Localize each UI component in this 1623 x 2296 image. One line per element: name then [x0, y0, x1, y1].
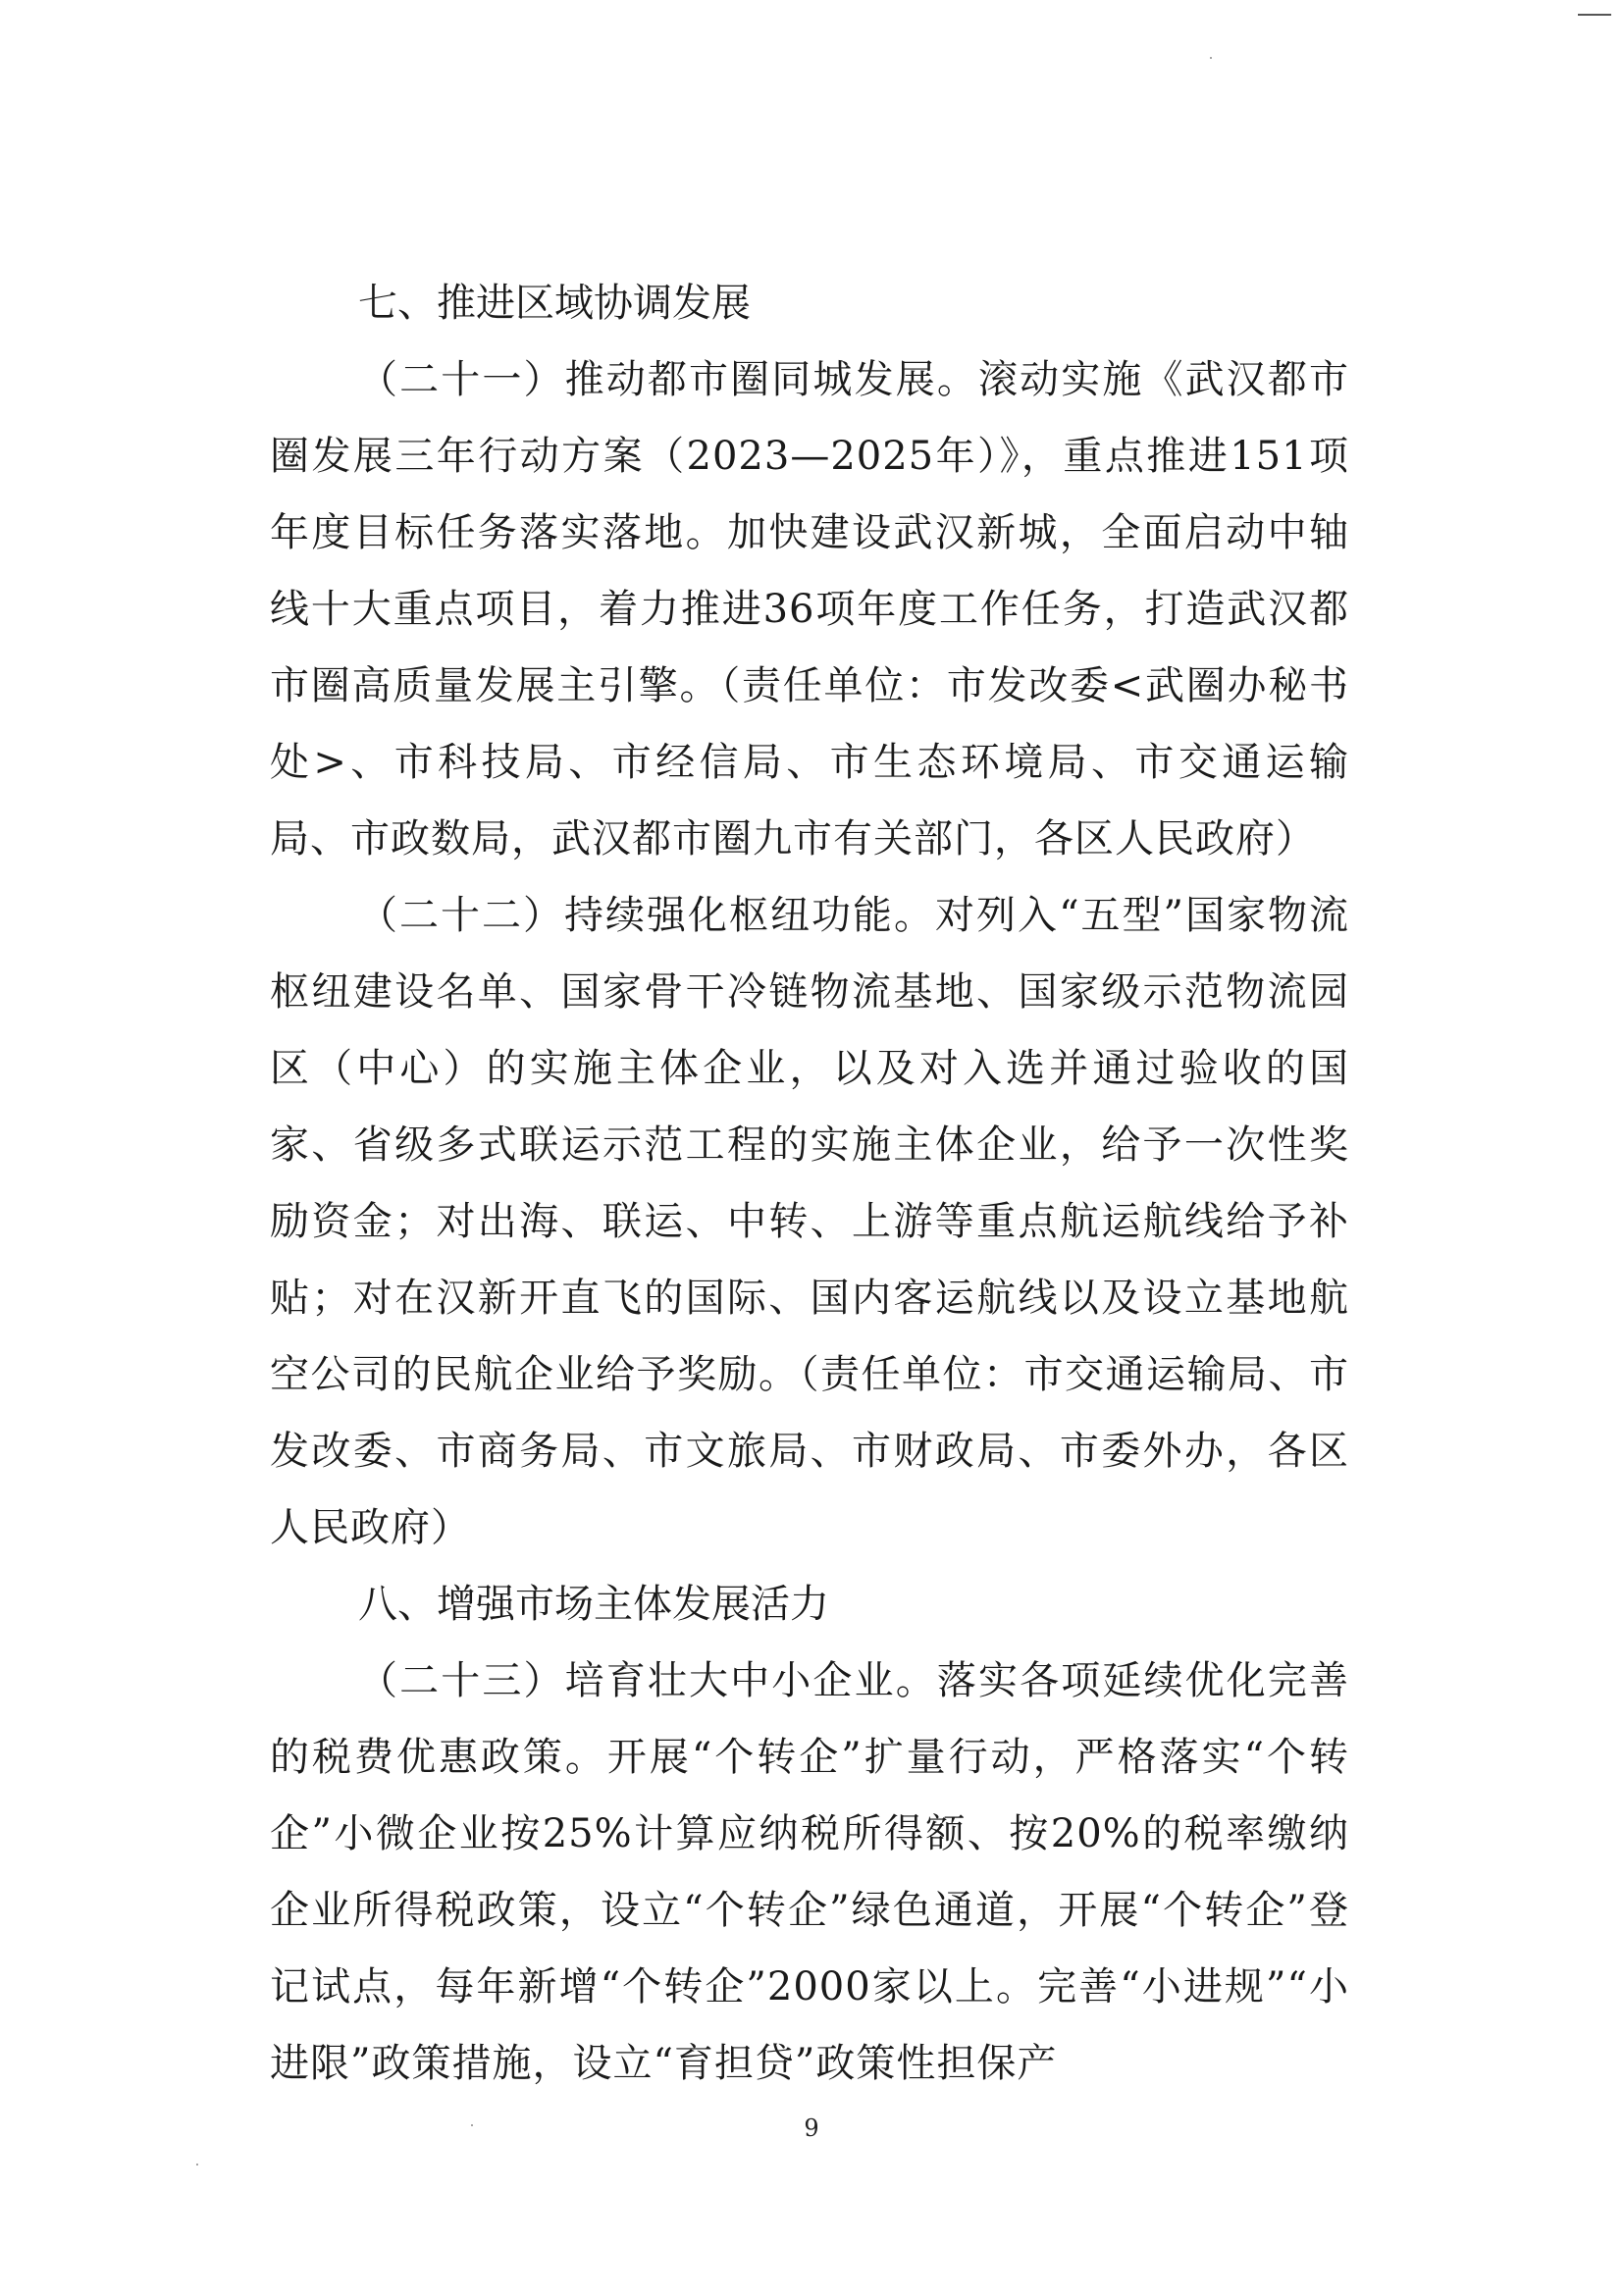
page-number: 9: [804, 2114, 819, 2142]
paragraph-22: （二十二）持续强化枢纽功能。对列入“五型”国家物流枢纽建设名单、国家骨干冷链物流基地、国家级示范物流园区（中心）的实施主体企业，以及对入选并通过验收的国家、省级多式联运示范工程的实施主体企业，给予一次性奖励资金；对出海、联运、中转、上游等重点航运航线给予补贴；对在汉新开直飞的国际、国内客运航线以及设立基地航空公司的民航企业给予奖励。（责任单位：市交通运输局、市发改委、市商务局、市文旅局、市财政局、市委外办，各区人民政府）: [270, 893, 1349, 1550]
scan-speck: [1210, 57, 1212, 59]
section-heading-8: 八、增强市场主体发展活力: [358, 1582, 829, 1627]
scan-corner-mark: [1578, 14, 1611, 16]
paragraph-21: （二十一）推动都市圈同城发展。滚动实施《武汉都市圈发展三年行动方案（2023—2025年）》，重点推进151项年度目标任务落实落地。加快建设武汉新城，全面启动中轴线十大重点项目，着力推进36项年度工作任务，打造武汉都市圈高质量发展主引擎。（责任单位：市发改委<武圈办秘书处>、市科技局、市经信局、市生态环境局、市交通运输局、市政数局，武汉都市圈九市有关部门，各区人民政府）: [270, 357, 1349, 861]
document-body: [270, 265, 1349, 2102]
scan-speck: [196, 2164, 198, 2166]
paragraph-23: （二十三）培育壮大中小企业。落实各项延续优化完善的税费优惠政策。开展“个转企”扩量行动，严格落实“个转企”小微企业按25%计算应纳税所得额、按20%的税率缴纳企业所得税政策，设立“个转企”绿色通道，开展“个转企”登记试点，每年新增“个转企”2000家以上。完善“小进规”“小进限”政策措施，设立“育担贷”政策性担保产: [270, 1658, 1349, 2086]
section-heading-7: 七、推进区域协调发展: [358, 281, 751, 326]
